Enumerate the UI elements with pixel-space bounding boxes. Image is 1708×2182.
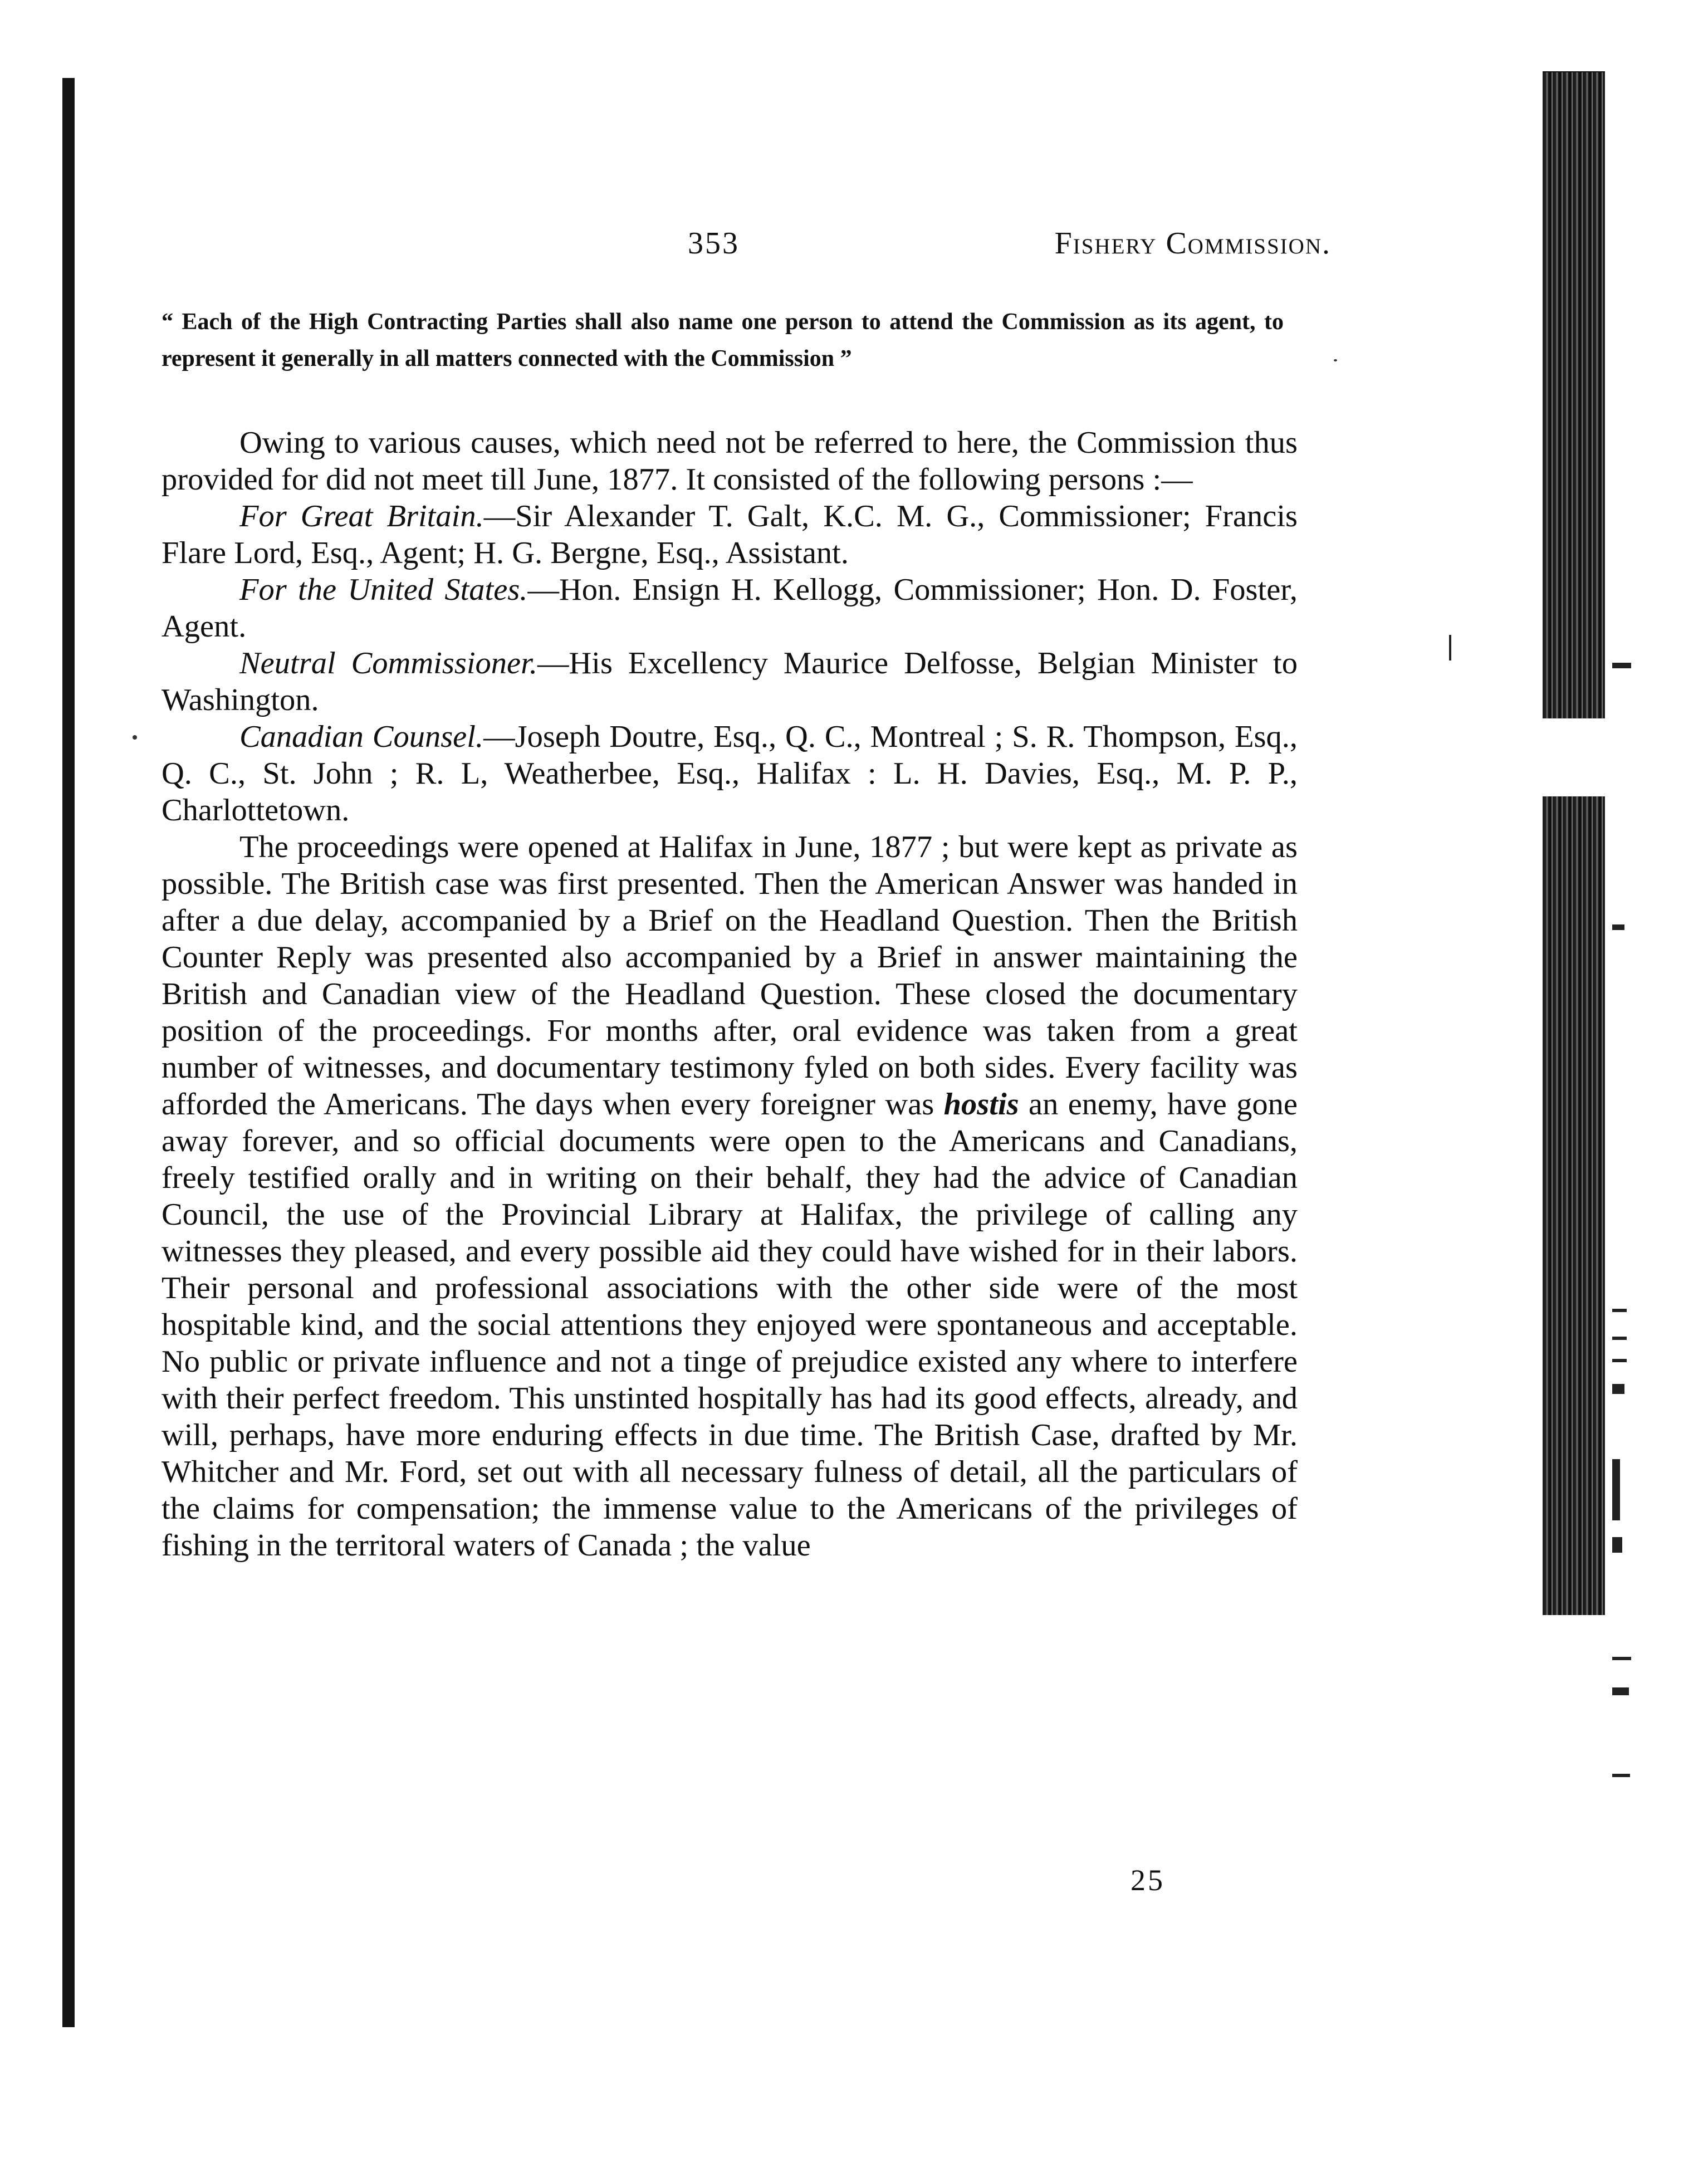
body-text (161, 424, 1298, 1564)
margin-mark (1612, 1537, 1622, 1553)
margin-mark (1612, 1309, 1627, 1312)
proceedings-text-a: The proceedings were opened at Halifax in June, 1877 ; but were kept as private as possible. The British case was first presented. Then the American Answer was handed in after a due delay, accompanied by a Brief on the Headland Question. Then the British Counter Reply was presented also accompanied by a Brief in answer maintaining the British and Canadian view of the Headland Question. These closed the documentary position of the proceedings. For months after, oral evidence was taken from a great number of witnesses, and documentary testimony fyled on both sides. Every facility was afforded the Americans. The days when every foreigner was (161, 830, 1298, 1122)
proceedings-text-b: an enemy, have gone away forever, and so official documents were open to the Americans and Canadians, freely testified orally and in writing on their behalf, they had the advice of Canadian Council, the use of the Provincial Library at Halifax, the privilege of calling any witnesses they pleased, and every possible aid they could have wished for in their labors. Their personal and professional associations with the other side were of the most hospitable kind, and the social attentions they enjoyed were spontaneous and acceptable. No public or private influence and not a tinge of prejudice existed any where to interfere with their perfect freedom. This unstinted hospitally has had its good effects, already, and will, perhaps, have more enduring effects in due time. The British Case, drafted by Mr. Whitcher and Mr. Ford, set out with all necessary fulness of detail, all the particulars of the claims for compensation; the immense value to the Americans of the privileges of fishing in the territoral waters of Canada ; the value (161, 1087, 1298, 1563)
united-states-paragraph (161, 571, 1298, 645)
margin-mark (1449, 635, 1451, 661)
great-britain-text: —Sir Alexander T. Galt, K.C. M. G., Commissioner; Francis Flare Lord, Esq., Agent; H. G. Bergne, Esq., Assistant. (161, 499, 1298, 570)
margin-mark (1612, 1337, 1627, 1340)
canadian-counsel-text: —Joseph Doutre, Esq., Q. C., Montreal ; S. R. Thompson, Esq., Q. C., St. John ; R. L, Weatherbee, Esq., Halifax : L. H. Davies, Esq., M. P. P., Charlottetown. (161, 720, 1298, 828)
canadian-counsel-label: Canadian Counsel. (239, 720, 484, 754)
canadian-counsel-paragraph (161, 718, 1298, 829)
margin-mark (1612, 1384, 1624, 1394)
left-binding-rule (62, 78, 75, 2027)
margin-mark (1612, 924, 1624, 930)
page-number: 353 (688, 226, 740, 261)
right-edge-strip (1543, 72, 1605, 1615)
great-britain-paragraph (161, 498, 1298, 571)
great-britain-label: For Great Britain. (239, 499, 484, 534)
scan-speck (1334, 359, 1337, 361)
neutral-commissioner-text: —His Excellency Maurice Delfosse, Belgian Minister to Washington. (161, 646, 1298, 717)
quoted-article: “ Each of the High Contracting Parties shall also name one person to attend the Commission as its agent, to represent it generally in all matters connected with the Commission ” (161, 309, 1284, 371)
scan-speck (133, 735, 137, 740)
united-states-label: For the United States. (239, 573, 528, 607)
margin-mark (1612, 1774, 1630, 1777)
signature-mark: 25 (1130, 1863, 1165, 1897)
neutral-commissioner-paragraph (161, 645, 1298, 718)
proceedings-paragraph (161, 829, 1298, 1564)
right-edge-strip-gap (1543, 718, 1605, 796)
margin-mark (1612, 1459, 1620, 1520)
united-states-text: —Hon. Ensign H. Kellogg, Commissioner; Hon. D. Foster, Agent. (161, 573, 1298, 644)
running-title: Fishery Commission. (1054, 226, 1331, 261)
margin-mark (1612, 663, 1631, 668)
page-header (161, 226, 1331, 270)
hostis-word: hostis (943, 1087, 1019, 1122)
neutral-commissioner-label: Neutral Commissioner. (239, 646, 537, 681)
margin-mark (1612, 1687, 1629, 1695)
margin-mark (1612, 1657, 1631, 1660)
intro-paragraph: Owing to various causes, which need not be referred to here, the Commission thus provided for did not meet till June, 1877. It consisted of the following persons :— (161, 425, 1298, 497)
margin-mark (1612, 1359, 1627, 1362)
